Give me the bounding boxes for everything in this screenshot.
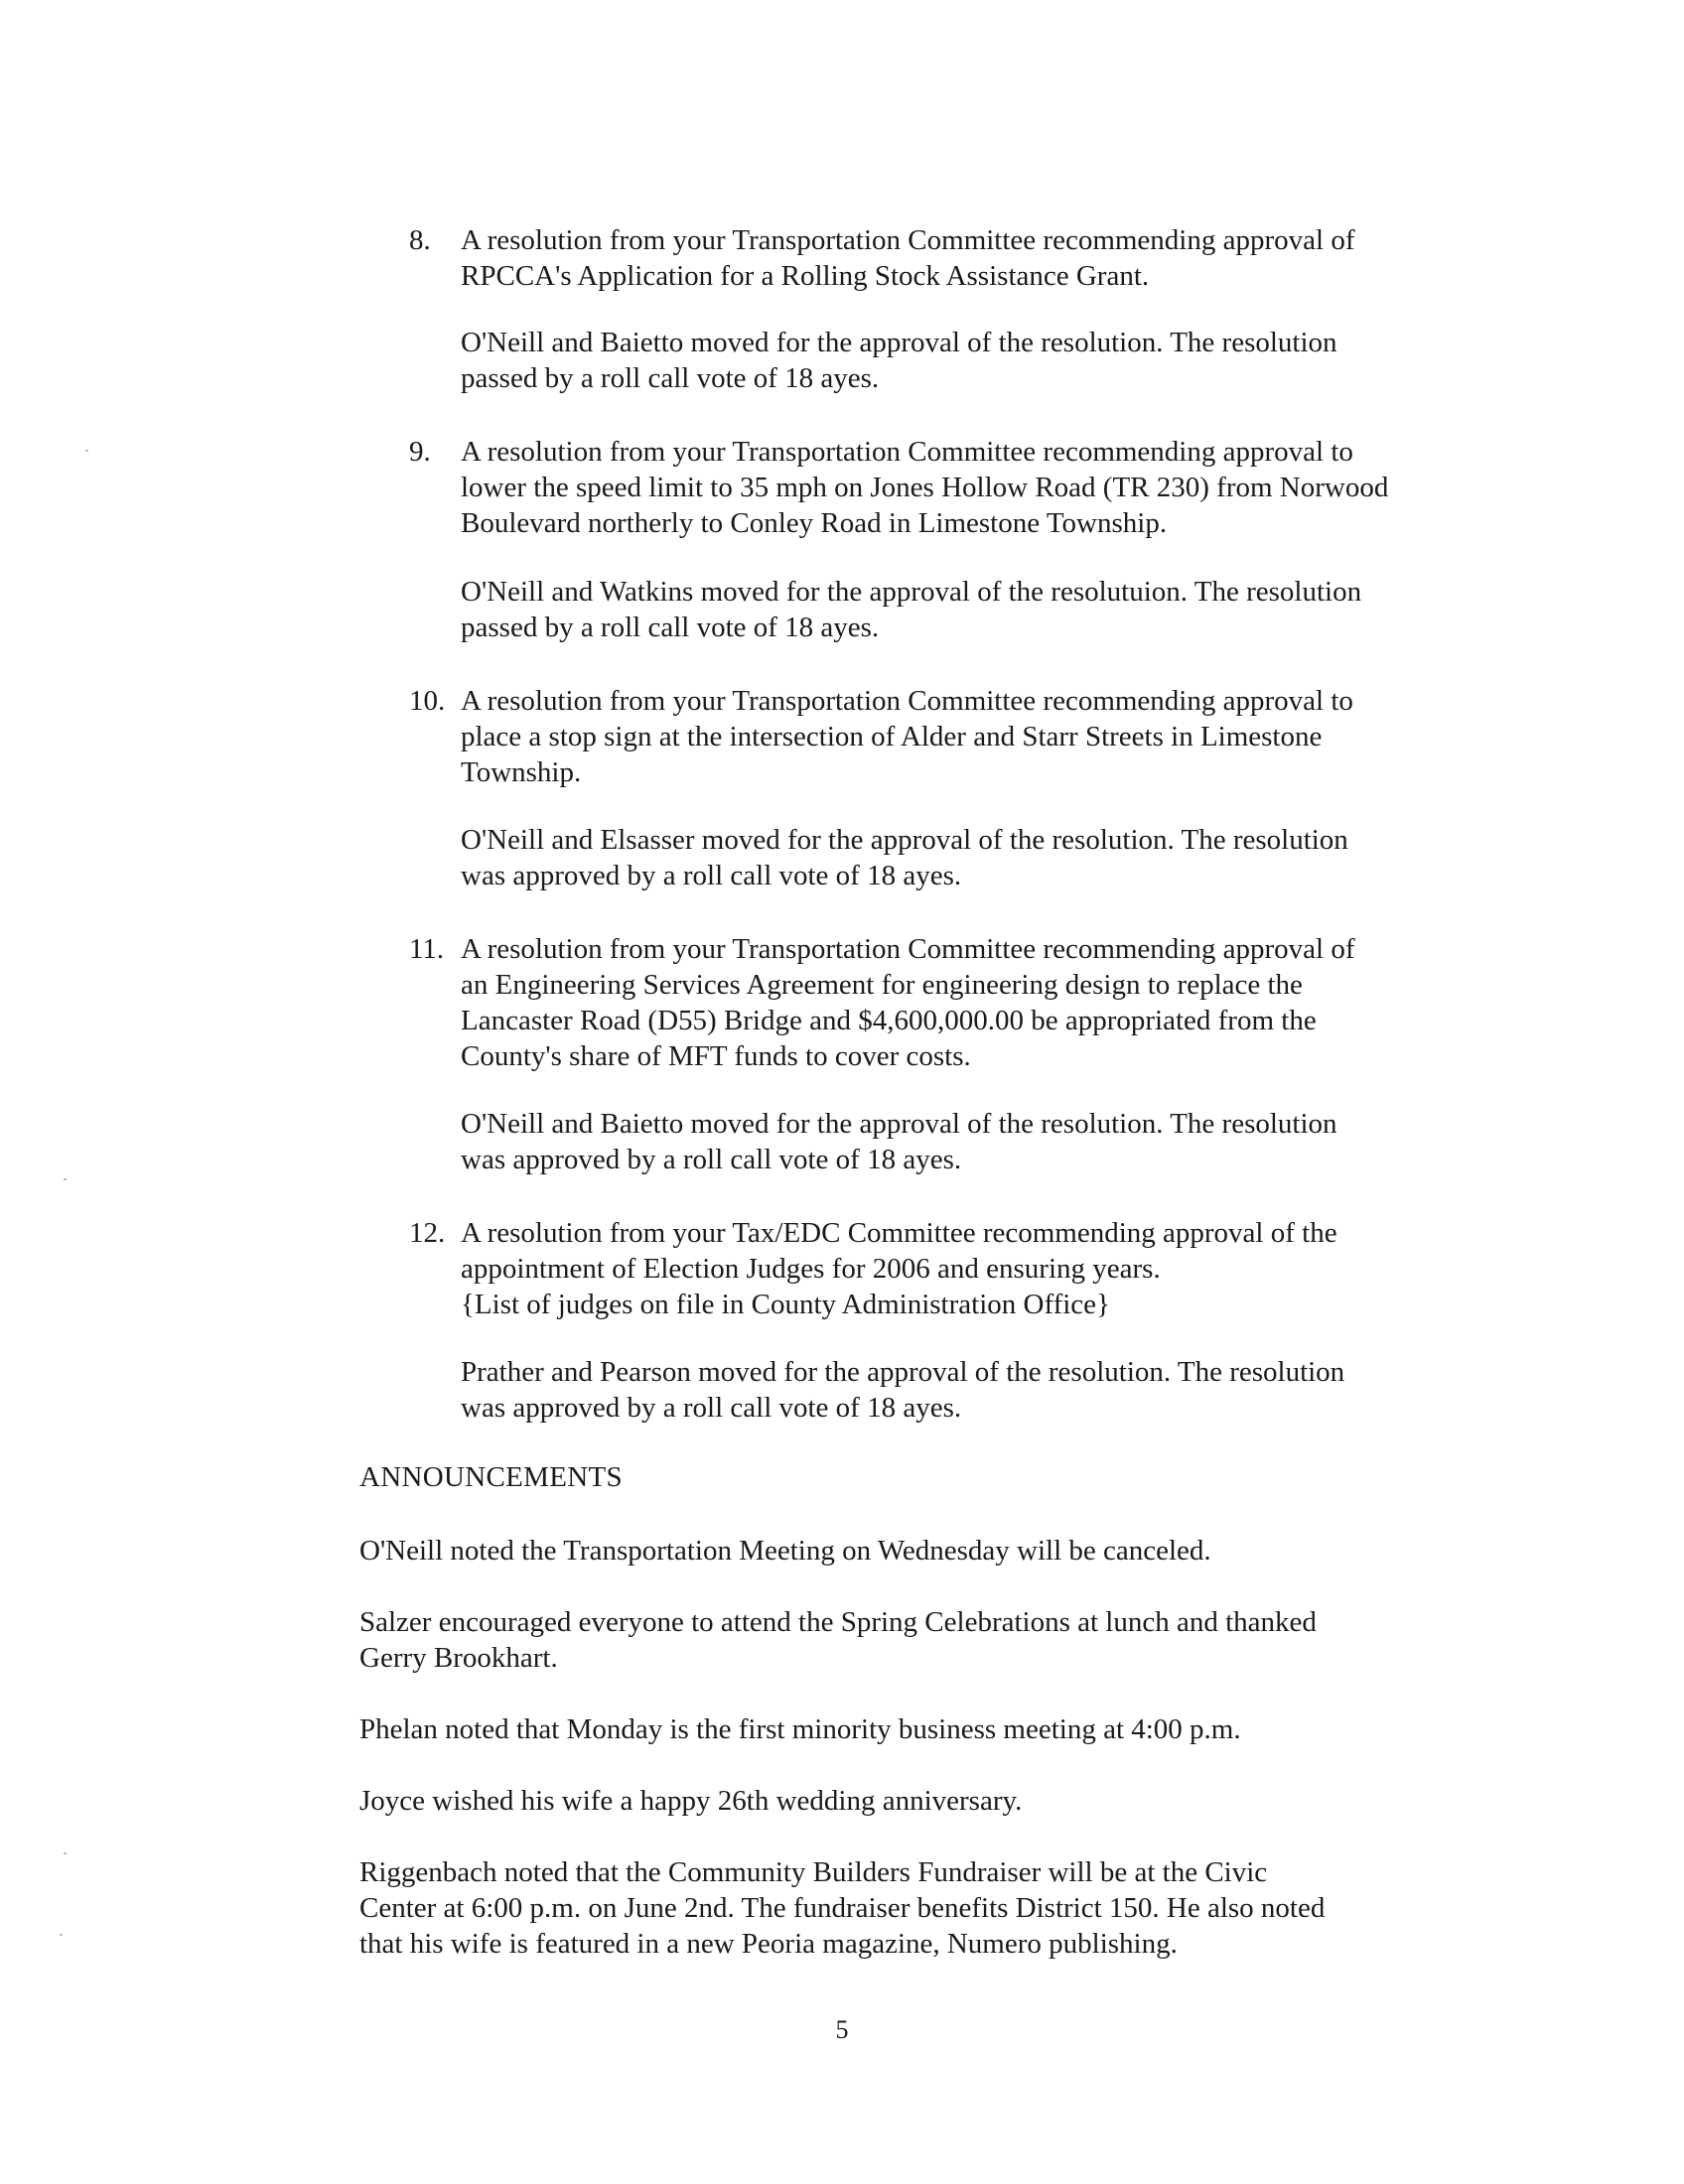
text-line: Riggenbach noted that the Community Builders Fundraiser will be at the Civic [359, 1856, 1268, 1888]
section-heading: ANNOUNCEMENTS [359, 1461, 623, 1493]
scan-speck [85, 450, 88, 452]
text-line: passed by a roll call vote of 18 ayes. [461, 612, 880, 643]
text-line: O'Neill and Watkins moved for the approval of the resolutuion. The resolution [461, 576, 1362, 608]
text-line: {List of judges on file in County Administration Office} [461, 1289, 1110, 1320]
text-line: O'Neill and Baietto moved for the approval of the resolution. The resolution [461, 1108, 1337, 1140]
text-line: an Engineering Services Agreement for engineering design to replace the [461, 969, 1303, 1001]
vote-result [461, 822, 1553, 893]
text-line: place a stop sign at the intersection of Alder and Starr Streets in Limestone [461, 721, 1323, 752]
text-line: O'Neill and Baietto moved for the approval of the resolution. The resolution [461, 327, 1337, 358]
vote-result [461, 574, 1553, 645]
resolution-number: 11. [409, 933, 445, 965]
text-line: O'Neill noted the Transportation Meeting on Wednesday will be canceled. [359, 1535, 1211, 1567]
text-line: was approved by a roll call vote of 18 ayes. [461, 1392, 962, 1424]
text-line: Joyce wished his wife a happy 26th wedding anniversary. [359, 1785, 1023, 1817]
resolution-text [461, 434, 1553, 541]
text-line: that his wife is featured in a new Peoria magazine, Numero publishing. [359, 1928, 1178, 1960]
text-line: was approved by a roll call vote of 18 ayes. [461, 1144, 962, 1175]
vote-result [461, 325, 1553, 396]
resolution-text [461, 222, 1553, 294]
resolution-number: 8. [409, 224, 431, 256]
text-line: Phelan noted that Monday is the first minority business meeting at 4:00 p.m. [359, 1713, 1241, 1745]
resolution-text [461, 931, 1553, 1074]
scan-speck [60, 1934, 63, 1936]
text-line: lower the speed limit to 35 mph on Jones Hollow Road (TR 230) from Norwood [461, 472, 1389, 503]
text-line: was approved by a roll call vote of 18 ayes. [461, 860, 962, 891]
text-line: Center at 6:00 p.m. on June 2nd. The fundraiser benefits District 150. He also noted [359, 1892, 1326, 1924]
page-number: 5 [835, 2015, 849, 2044]
resolution-text [461, 1215, 1553, 1322]
text-line: appointment of Election Judges for 2006 and ensuring years. [461, 1253, 1161, 1285]
resolution-number: 12. [409, 1217, 446, 1249]
text-line: RPCCA's Application for a Rolling Stock Assistance Grant. [461, 260, 1150, 292]
resolution-number: 10. [409, 685, 446, 717]
announcement-paragraph [359, 1711, 1551, 1747]
resolution-text [461, 683, 1553, 790]
vote-result [461, 1106, 1553, 1177]
text-line: A resolution from your Transportation Committee recommending approval of [461, 224, 1355, 256]
scan-speck [64, 1178, 67, 1180]
announcement-paragraph [359, 1533, 1551, 1569]
scan-speck [64, 1852, 67, 1854]
text-line: A resolution from your Tax/EDC Committee recommending approval of the [461, 1217, 1337, 1249]
vote-result [461, 1354, 1553, 1426]
text-line: A resolution from your Transportation Committee recommending approval to [461, 436, 1353, 468]
text-line: O'Neill and Elsasser moved for the approval of the resolution. The resolution [461, 824, 1348, 856]
announcement-paragraph [359, 1604, 1551, 1676]
text-line: Boulevard northerly to Conley Road in Limestone Township. [461, 507, 1168, 539]
text-line: Prather and Pearson moved for the approval of the resolution. The resolution [461, 1356, 1345, 1388]
announcement-paragraph [359, 1783, 1551, 1819]
text-line: A resolution from your Transportation Committee recommending approval of [461, 933, 1355, 965]
text-line: Salzer encouraged everyone to attend the Spring Celebrations at lunch and thanked [359, 1606, 1317, 1638]
text-line: passed by a roll call vote of 18 ayes. [461, 362, 880, 394]
text-line: Township. [461, 756, 582, 788]
announcement-paragraph [359, 1854, 1551, 1962]
text-line: Lancaster Road (D55) Bridge and $4,600,000.00 be appropriated from the [461, 1005, 1317, 1036]
text-line: A resolution from your Transportation Committee recommending approval to [461, 685, 1353, 717]
text-line: Gerry Brookhart. [359, 1642, 558, 1674]
text-line: County's share of MFT funds to cover costs. [461, 1040, 971, 1072]
resolution-number: 9. [409, 436, 431, 468]
